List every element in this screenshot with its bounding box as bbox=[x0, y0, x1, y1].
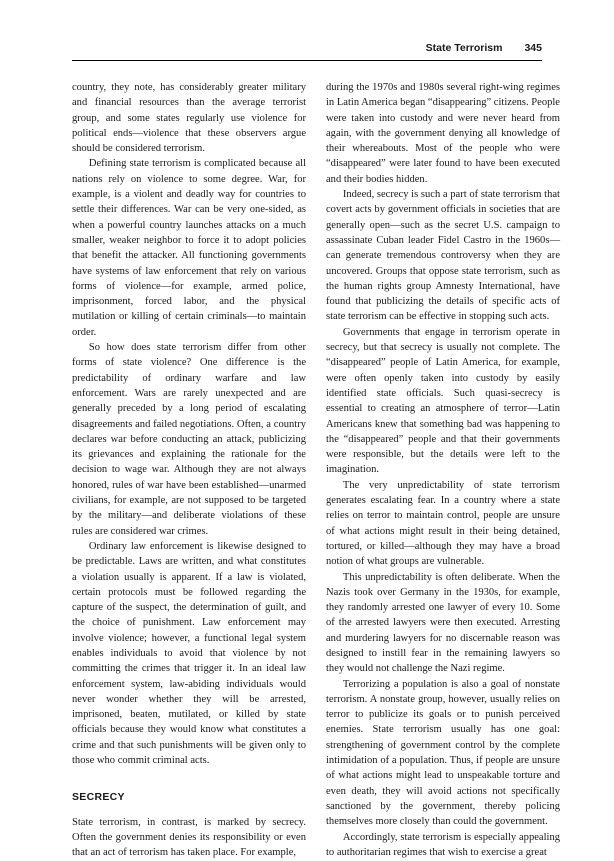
paragraph: during the 1970s and 1980s several right-wing regimes in Latin America began “disappearing” citizens. People were taken into custody and were never heard from again, with the government denying all knowledge of their whereabouts. Most of the people who were “disappeared” were later found to have been executed and their bodies hidden. bbox=[326, 82, 560, 185]
running-header-title: State Terrorism bbox=[425, 42, 503, 54]
left-column bbox=[72, 80, 306, 861]
right-column bbox=[326, 80, 560, 860]
header-rule bbox=[72, 60, 542, 61]
paragraph: State terrorism, in contrast, is marked by secrecy. Often the government denies its responsibility or even that an act of terrorism has taken place. For example, bbox=[72, 816, 306, 859]
page-number: 345 bbox=[524, 42, 542, 54]
paragraph: The very unpredictability of state terrorism generates escalating fear. In a country where a state relies on terror to maintain control, people are unsure of what actions might result in their being detained, tortured, or killed—although they may have a broad notion of what groups are vulnerable. bbox=[326, 479, 560, 568]
section-heading: SECRECY bbox=[72, 791, 125, 804]
paragraph: Governments that engage in terrorism operate in secrecy, but that secrecy is usually not complete. The “disappeared” people of Latin America, for example, were often openly taken into custody by easily identified state officials. Such quasi-secrecy is essential to creating an atmosphere of terror—Latin Americans knew that something bad was happening to the “disappeared” people and that their governments were responsible, but the details were left to the imagination. bbox=[326, 326, 560, 476]
paragraph: This unpredictability is often deliberate. When the Nazis took over Germany in the 1930s, for example, they randomly arrested one lawyer of every 10. Some of the arrested lawyers were then executed. Arresting and murdering lawyers for no discernable reason was designed to instill fear in the remaining lawyers so they would not challenge the Nazi regime. bbox=[326, 571, 560, 675]
paragraph: So how does state terrorism differ from other forms of state violence? One difference is the predictability of ordinary warfare and law enforcement. Wars are rarely unexpected and are generally preceded by a long period of escalating disagreements and failed negotiations. Often, a country declares war before conducting an attack, publicizing its grievances and explaining the rationale for the decision to wage war. Although they are not always honored, rules of war have been established—unarmed civilians, for example, are not supposed to be targeted by the military—and deliberate violations of these rules are considered war crimes. bbox=[72, 342, 306, 537]
paragraph: Terrorizing a population is also a goal of nonstate terrorism. A nonstate group, however, usually relies on terror to publicize its goals or to punish perceived enemies. State terrorism usually has one goal: strengthening of government control by the complete intimidation of a population. Thus, if people are unsure of what actions might lead to unspeakable torture and even death, they will avoid actions not specifically sanctioned by the government, thereby policing themselves more closely than could the government. bbox=[326, 678, 560, 828]
running-header bbox=[72, 42, 542, 58]
paragraph: Indeed, secrecy is such a part of state terrorism that covert acts by government officials in societies that are generally open—such as the secret U.S. campaign to assassinate Cuban leader Fidel Castro in the 1960s—can generate tremendous controversy when they are uncovered. Groups that oppose state terrorism, such as the human rights group Amnesty International, have found that publicizing the details of specific acts of state terrorism can be effective in stopping such acts. bbox=[326, 189, 560, 323]
paragraph: Accordingly, state terrorism is especially appealing to authoritarian regimes that wish to exercise a great bbox=[326, 831, 560, 858]
paragraph: country, they note, has considerably greater military and financial resources than the average terrorist group, and some states regularly use violence for political ends—violence that these observers argue should be considered terrorism. bbox=[72, 82, 306, 155]
paragraph: Ordinary law enforcement is likewise designed to be predictable. Laws are written, and what constitutes a violation usually is apparent. If a law is violated, certain protocols must be followed regarding the capture of the suspect, the determination of guilt, and the choice of punishment. Law enforcement may involve violence; however, a functional legal system enables individuals to avoid that violence by not committing the crimes that trigger it. In an ideal law enforcement system, law-abiding individuals would never wonder whether they will be arrested, imprisoned, beaten, mutilated, or killed by state officials because they would know what constitutes a crime and that such punishments will be given only to those who commit criminal acts. bbox=[72, 540, 306, 767]
paragraph: Defining state terrorism is complicated because all nations rely on violence to some degree. War, for example, is a violent and deadly way for countries to settle their differences. War can be very one-sided, as when a powerful country launches attacks on a much smaller, weaker neighbor to force it to adopt policies that benefit the attacker. All functioning governments have systems of law enforcement that rely on various forms of violence—for example, armed police, imprisonment, forced labor, and the physical mutilation or killing of certain criminals—to maintain order. bbox=[72, 158, 306, 338]
